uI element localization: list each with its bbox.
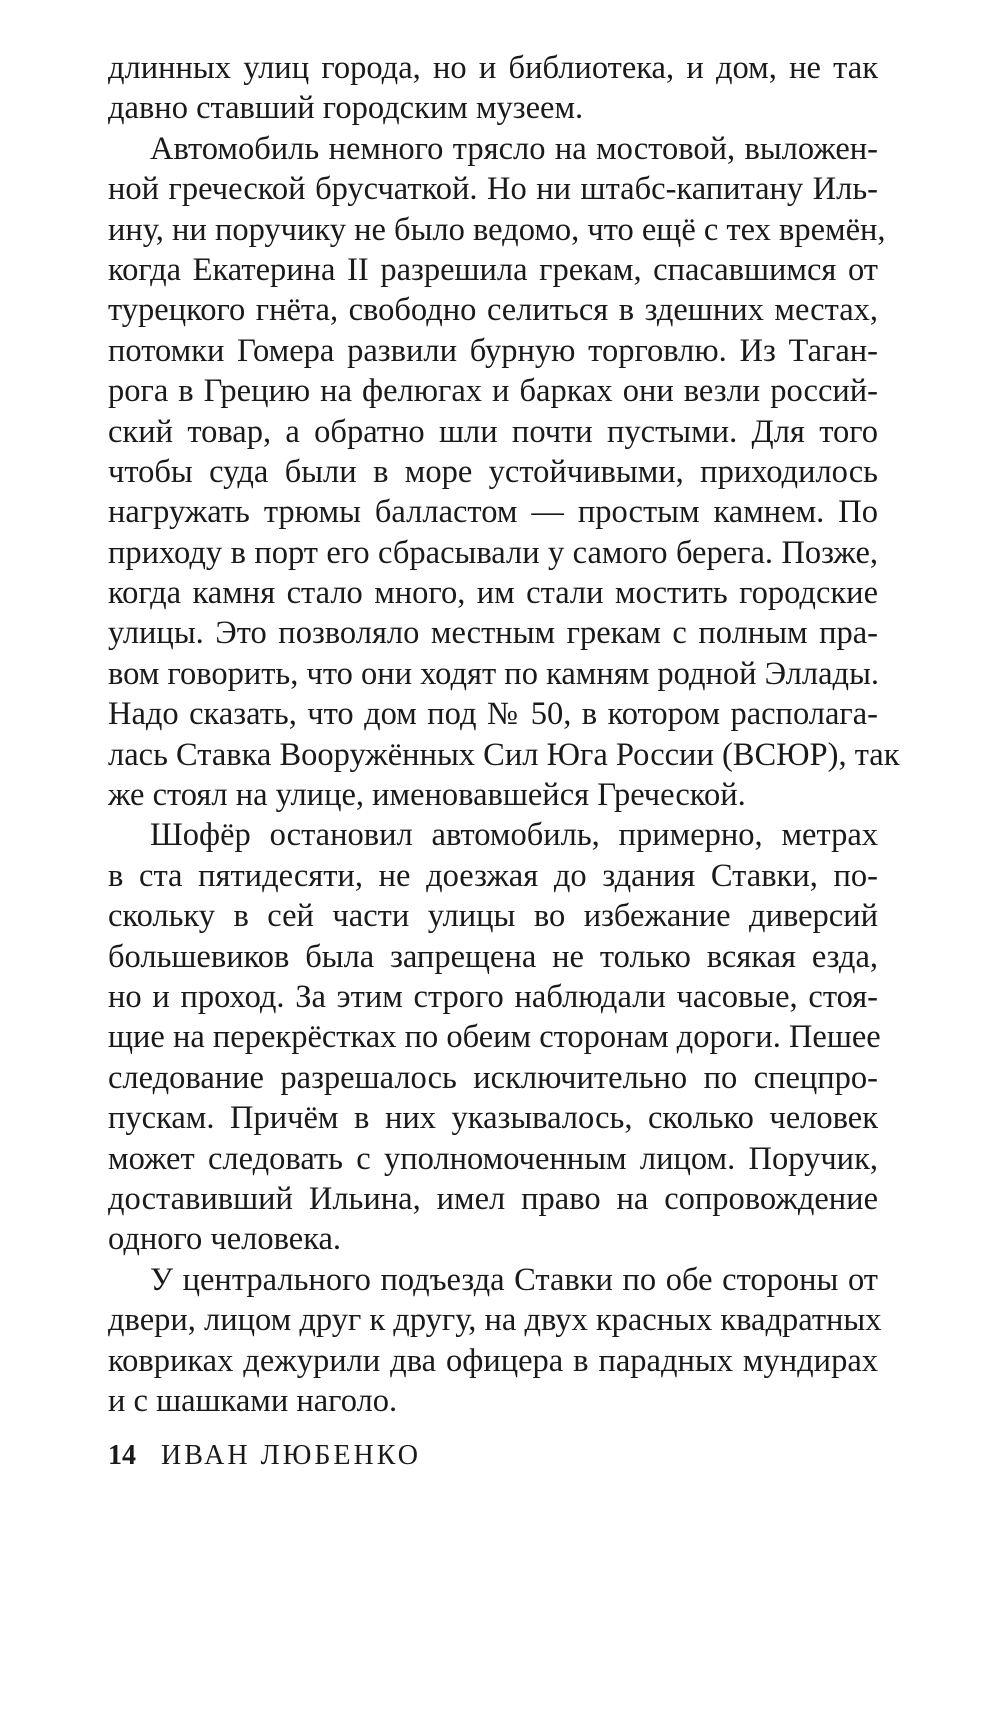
- text-line: улицы. Это позволяло местным грекам с полным пра-: [108, 615, 878, 652]
- text-line: может следовать с уполномоченным лицом. Поручик,: [108, 1140, 878, 1177]
- text-line: доставивший Ильина, имел право на сопровождение: [108, 1180, 878, 1217]
- text-line: следование разрешалось исключительно по спецпро-: [108, 1059, 878, 1096]
- text-line: нагружать трюмы балластом — простым камнем. По: [108, 494, 878, 531]
- text-line: и с шашками наголо.: [108, 1382, 398, 1419]
- text-line: потомки Гомера развили бурную торговлю. Из Таган-: [108, 332, 878, 369]
- text-line: но и проход. За этим строго наблюдали часовые, стоя-: [108, 978, 878, 1015]
- text-line: ину, ни поручику не было ведомо, что ещё с тех времён,: [108, 211, 886, 248]
- text-line: когда камня стало много, им стали мостить городские: [108, 575, 878, 612]
- text-line: лась Ставка Вооружённых Сил Юга России (ВСЮР), так: [108, 736, 900, 773]
- text-line: У центрального подъезда Ставки по обе стороны от: [150, 1261, 878, 1298]
- text-line: скольку в сей части улицы во избежание диверсий: [108, 898, 878, 935]
- text-line: ковриках дежурили два офицера в парадных мундирах: [108, 1342, 878, 1379]
- text-line: ной греческой брусчаткой. Но ни штабс-капитану Иль-: [108, 171, 878, 208]
- paragraph: [108, 815, 881, 1259]
- text-line: вом говорить, что они ходят по камням родной Эллады.: [108, 655, 880, 692]
- page-number: 14: [108, 1440, 136, 1471]
- text-line: щие на перекрёстках по обеим сторонам дороги. Пешее: [108, 1019, 881, 1056]
- paragraph: [108, 48, 878, 129]
- text-line: же стоял на улице, именовавшейся Греческой.: [108, 777, 746, 814]
- text-line: большевиков была запрещена не только всякая езда,: [108, 938, 878, 975]
- paragraph: [108, 129, 900, 816]
- text-line: давно ставший городским музеем.: [108, 90, 584, 127]
- text-line: двери, лицом друг к другу, на двух красных квадратных: [108, 1302, 882, 1339]
- text-line: Шофёр остановил автомобиль, примерно, метрах: [150, 817, 878, 854]
- text-line: длинных улиц города, но и библиотека, и дом, не так: [108, 50, 878, 86]
- text-line: когда Екатерина II разрешила грекам, спасавшимся от: [108, 251, 878, 288]
- book-page-text: [108, 48, 900, 1421]
- text-line: турецкого гнёта, свободно селиться в здешних местах,: [108, 292, 878, 329]
- text-line: пускам. Причём в них указывалось, сколько человек: [108, 1100, 878, 1137]
- running-head-author: ИВАН ЛЮБЕНКО: [161, 1440, 421, 1471]
- text-line: ский товар, а обратно шли почти пустыми. Для того: [108, 413, 878, 450]
- paragraph: [108, 1260, 882, 1422]
- text-line: чтобы суда были в море устойчивыми, приходилось: [108, 453, 878, 490]
- text-line: одного человека.: [108, 1221, 342, 1258]
- text-line: в ста пятидесяти, не доезжая до здания Ставки, по-: [108, 857, 878, 894]
- text-line: приходу в порт его сбрасывали у самого берега. Позже,: [108, 534, 878, 571]
- text-line: Надо сказать, что дом под № 50, в котором располага-: [108, 696, 878, 733]
- text-line: Автомобиль немного трясло на мостовой, выложен-: [150, 130, 878, 167]
- text-line: рога в Грецию на фелюгах и барках они везли россий-: [108, 373, 878, 410]
- page-footer: [108, 1438, 421, 1474]
